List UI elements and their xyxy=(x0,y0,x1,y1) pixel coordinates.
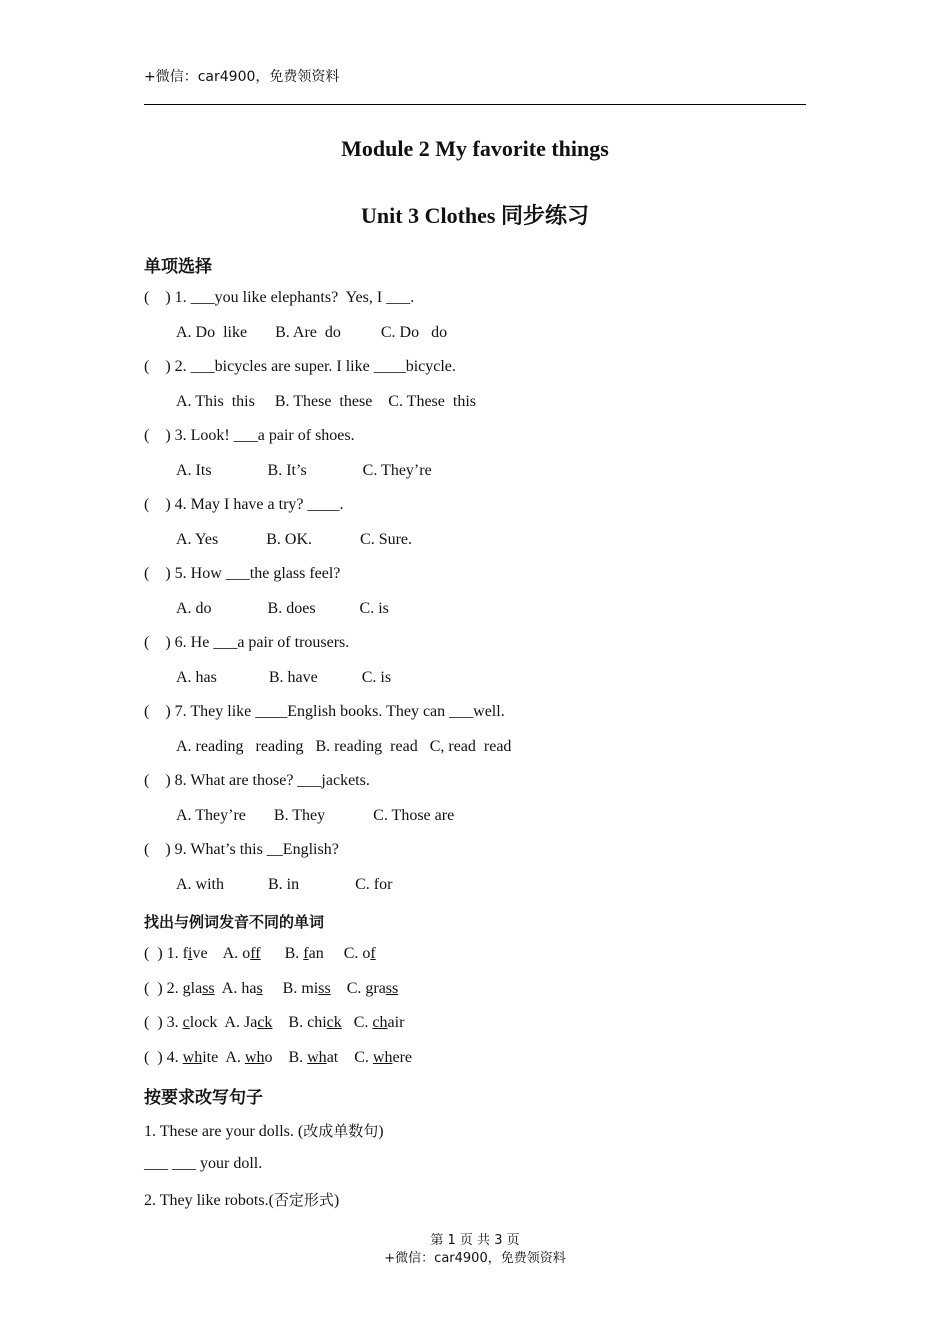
question-8: ( ) 8. What are those? ___jackets. xyxy=(144,772,370,789)
question-9: ( ) 9. What’s this __English? xyxy=(144,841,339,858)
rewrite-question-1: 1. These are your dolls. (改成单数句) xyxy=(144,1122,384,1140)
rewrite-answer-1: ___ ___ your doll. xyxy=(144,1155,263,1172)
header-text: +微信：car4900，免费领资料 xyxy=(144,69,340,85)
pronunciation-row-1: ( ) 1. five A. off B. fan C. of xyxy=(144,945,376,962)
options-9: A. with B. in C. for xyxy=(176,876,393,893)
options-4: A. Yes B. OK. C. Sure. xyxy=(176,531,413,548)
question-5: ( ) 5. How ___the glass feel? xyxy=(144,565,341,582)
options-5: A. do B. does C. is xyxy=(176,600,389,617)
question-2: ( ) 2. ___bicycles are super. I like ____bicycle. xyxy=(144,358,456,375)
pronunciation-row-3: ( ) 3. clock A. Jack B. chick C. chair xyxy=(144,1014,405,1031)
options-8: A. They’re B. They C. Those are xyxy=(176,807,455,824)
pronunciation-row-2: ( ) 2. glass A. has B. miss C. grass xyxy=(144,980,399,997)
section-heading-choice: 单项选择 xyxy=(144,257,212,277)
options-6: A. has B. have C. is xyxy=(176,669,392,686)
question-3: ( ) 3. Look! ___a pair of shoes. xyxy=(144,427,355,444)
section-heading-rewrite: 按要求改写句子 xyxy=(144,1088,263,1108)
page-number: 第 1 页 共 3 页 xyxy=(430,1233,520,1248)
pronunciation-row-4: ( ) 4. white A. who B. what C. where xyxy=(144,1049,412,1066)
options-3: A. Its B. It’s C. They’re xyxy=(176,462,432,479)
section-heading-pronunciation: 找出与例词发音不同的单词 xyxy=(144,913,325,931)
options-7: A. reading reading B. reading read C, read read xyxy=(176,738,512,755)
header-divider xyxy=(144,104,806,105)
question-1: ( ) 1. ___you like elephants? Yes, I ___. xyxy=(144,289,415,306)
module-title: Module 2 My favorite things xyxy=(341,136,609,161)
question-4: ( ) 4. May I have a try? ____. xyxy=(144,496,344,513)
question-7: ( ) 7. They like ____English books. They can ___well. xyxy=(144,703,505,720)
options-1: A. Do like B. Are do C. Do do xyxy=(176,324,448,341)
unit-title: Unit 3 Clothes 同步练习 xyxy=(361,203,589,228)
footer-wechat: +微信：car4900，免费领资料 xyxy=(384,1251,566,1266)
rewrite-question-2: 2. They like robots.(否定形式) xyxy=(144,1191,340,1209)
options-2: A. This this B. These these C. These this xyxy=(176,393,476,410)
question-6: ( ) 6. He ___a pair of trousers. xyxy=(144,634,350,651)
